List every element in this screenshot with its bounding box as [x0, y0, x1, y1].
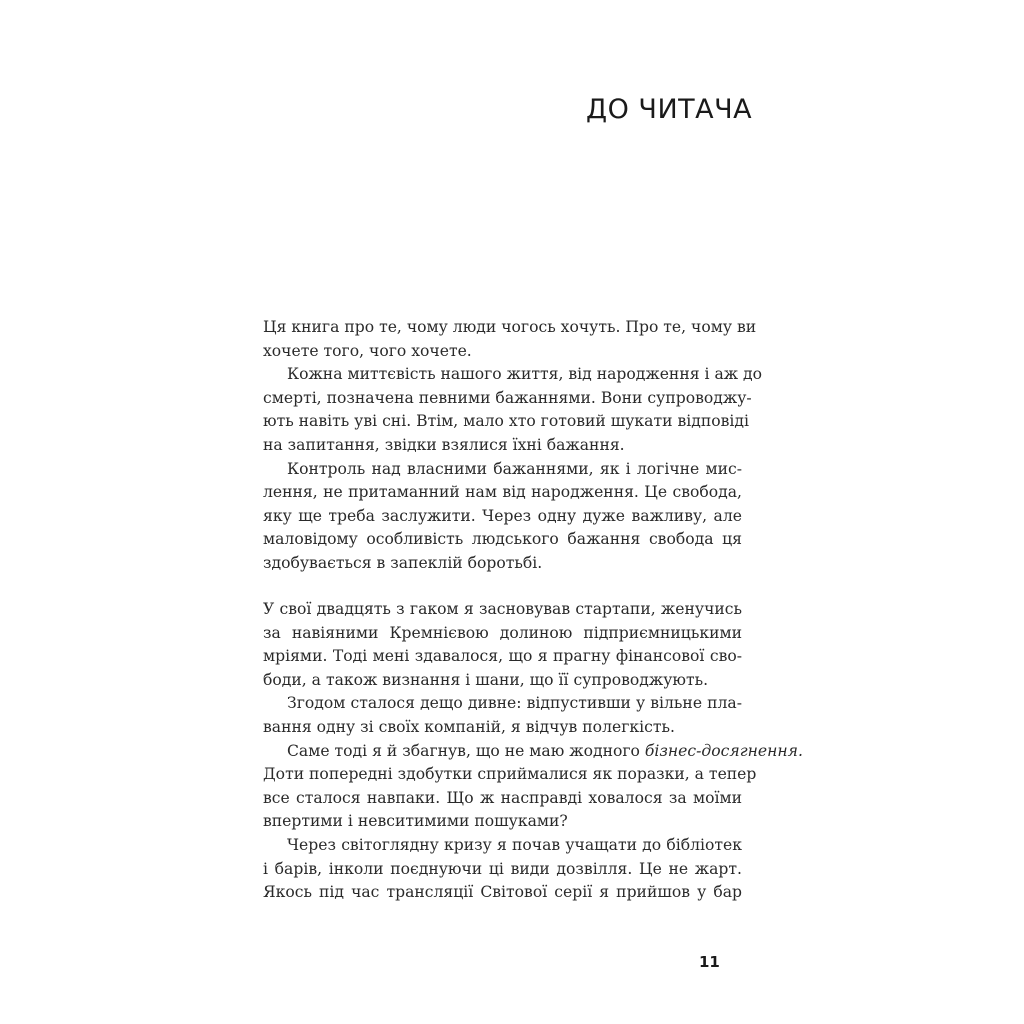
text-line: Згодом сталося дещо дивне: відпустивши у вільне пла-	[287, 694, 742, 713]
text-line: смерті, позначена певними бажаннями. Вони супроводжу-	[263, 388, 752, 407]
text-line-with-italic	[263, 740, 803, 764]
text-line: мріями. Тоді мені здавалося, що я прагну фінансової сво-	[263, 647, 742, 666]
text-line: У свої двадцять з гаком я засновував стартапи, женучись	[263, 600, 742, 618]
text-line: маловідому особливість людського бажання свобода ця	[263, 530, 742, 549]
text-line: Кожна миттєвість нашого життя, від народження і аж до	[287, 365, 763, 384]
text-line: Якось під час трансляції Світової серії я прийшов у бар	[263, 883, 742, 902]
text-line: вання одну зі своїх компаній, я відчув полегкість.	[263, 717, 675, 736]
text-line: ють навіть уві сні. Втім, мало хто готовий шукати відповіді	[263, 412, 749, 431]
text-line: лення, не притаманний нам від народження. Це свобода,	[263, 483, 742, 502]
text-line: яку ще треба заслужити. Через одну дуже важливу, але	[263, 506, 742, 525]
text-line: боди, а також визнання і шани, що її супроводжують.	[263, 670, 709, 689]
text-line: хочете того, чого хочете.	[263, 341, 472, 360]
italic-phrase: бізнес-досягнення.	[644, 741, 803, 760]
body-text-block-2	[263, 598, 803, 905]
body-text-block-1	[263, 316, 763, 576]
text-line: Доти попередні здобутки сприймалися як поразки, а тепер	[263, 765, 757, 784]
page-number: 11	[699, 953, 720, 971]
text-line: впертими і невситимими пошуками?	[263, 812, 568, 831]
text-line: Через світоглядну кризу я почав учащати до бібліотек	[287, 835, 742, 854]
text-line: за навіяними Кремнієвою долиною підприємницькими	[263, 623, 742, 642]
text-segment: Саме тоді я й збагнув, що не маю жодного	[287, 741, 645, 760]
chapter-title: ДО ЧИТАЧА	[586, 94, 753, 125]
text-line: здобувається в запеклій боротьбі.	[263, 553, 543, 572]
text-line: на запитання, звідки взялися їхні бажання.	[263, 435, 625, 454]
text-line: все сталося навпаки. Що ж насправді ховалося за моїми	[263, 788, 742, 807]
text-line: і барів, інколи поєднуючи ці види дозвілля. Це не жарт.	[263, 859, 742, 878]
text-line: Ця книга про те, чому люди чогось хочуть. Про те, чому ви	[263, 318, 757, 336]
text-line: Контроль над власними бажаннями, як і логічне мис-	[287, 459, 742, 478]
